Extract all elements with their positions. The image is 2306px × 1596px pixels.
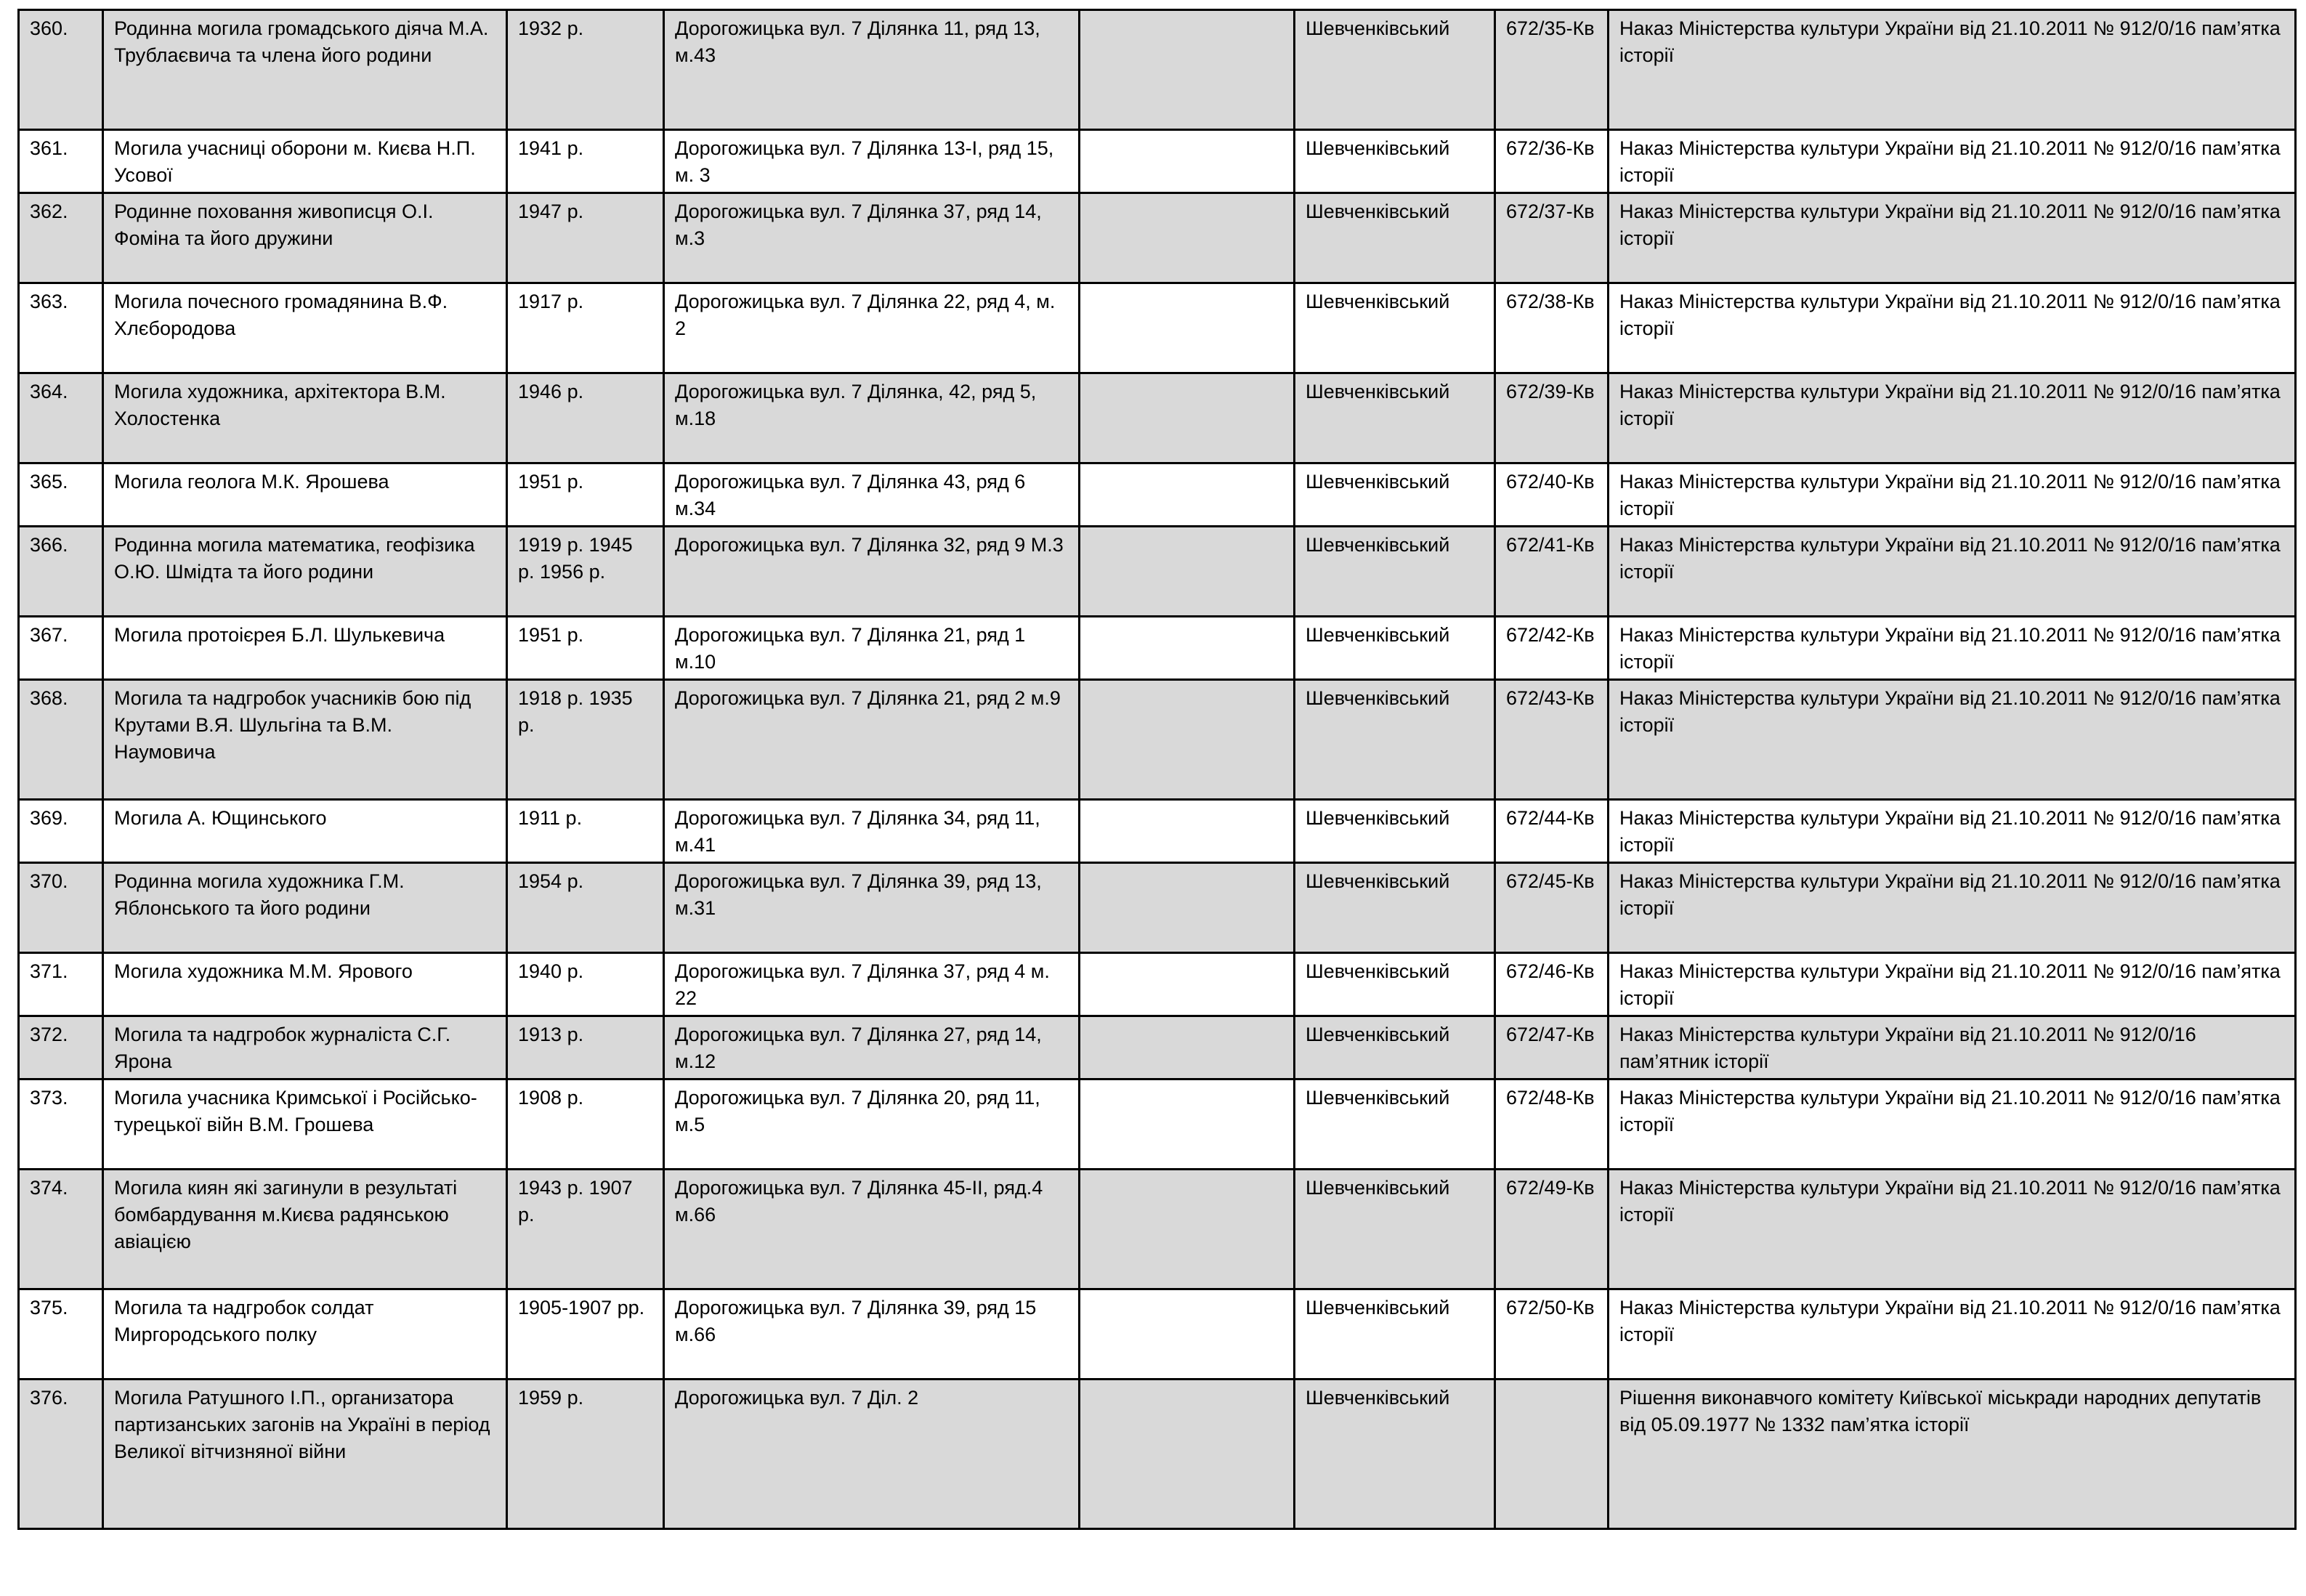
table-row [19,373,2296,463]
cell-date: 1911 р. [507,800,664,863]
cell-number: 364. [19,373,103,463]
cell-address: Дорогожицька вул. 7 Ділянка 22, ряд 4, м. 2 [664,283,1080,373]
cell-number: 376. [19,1380,103,1529]
cell-number: 363. [19,283,103,373]
table-row [19,130,2296,193]
cell-number: 368. [19,680,103,800]
cell-number: 372. [19,1016,103,1079]
cell-number: 369. [19,800,103,863]
table-row [19,193,2296,283]
cell-district: Шевченківський [1295,953,1495,1016]
cell-protection-number: 672/48-Кв [1495,1079,1609,1170]
cell-number: 365. [19,463,103,527]
cell-object-name: Могила А. Ющинського [103,800,507,863]
cell-district: Шевченківський [1295,1079,1495,1170]
cell-empty [1080,373,1295,463]
cell-object-name: Могила геолога М.К. Ярошева [103,463,507,527]
cell-address: Дорогожицька вул. 7 Ділянка 39, ряд 15 м.66 [664,1289,1080,1380]
cell-date: 1913 р. [507,1016,664,1079]
cell-object-name: Могила та надгробок учасників бою під Крутами В.Я. Шульгіна та В.М. Наумовича [103,680,507,800]
cell-number: 374. [19,1170,103,1289]
cell-decree: Наказ Міністерства культури України від 21.10.2011 № 912/0/16 пам’ятка історії [1609,617,2296,680]
cell-district: Шевченківський [1295,10,1495,130]
cell-object-name: Могила та надгробок солдат Миргородського полку [103,1289,507,1380]
cell-address: Дорогожицька вул. 7 Ділянка 39, ряд 13, м.31 [664,863,1080,953]
cell-district: Шевченківський [1295,130,1495,193]
cell-date: 1946 р. [507,373,664,463]
cell-protection-number: 672/44-Кв [1495,800,1609,863]
table-body [19,10,2296,1529]
cell-district: Шевченківський [1295,800,1495,863]
cell-empty [1080,130,1295,193]
cell-date: 1919 р. 1945 р. 1956 р. [507,527,664,617]
table-row [19,1016,2296,1079]
cell-protection-number: 672/38-Кв [1495,283,1609,373]
cell-date: 1943 р. 1907 р. [507,1170,664,1289]
cell-address: Дорогожицька вул. 7 Ділянка 21, ряд 2 м.9 [664,680,1080,800]
table-row [19,1079,2296,1170]
cell-address: Дорогожицька вул. 7 Ділянка 32, ряд 9 М.3 [664,527,1080,617]
cell-number: 362. [19,193,103,283]
table-row [19,463,2296,527]
cell-number: 361. [19,130,103,193]
cell-protection-number [1495,1380,1609,1529]
cell-object-name: Могила учасника Кримської і Російсько-турецької війн В.М. Грошева [103,1079,507,1170]
cell-protection-number: 672/36-Кв [1495,130,1609,193]
cell-address: Дорогожицька вул. 7 Ділянка 34, ряд 11, м.41 [664,800,1080,863]
cell-date: 1908 р. [507,1079,664,1170]
cell-district: Шевченківський [1295,373,1495,463]
cell-district: Шевченківський [1295,863,1495,953]
cell-empty [1080,953,1295,1016]
cell-empty [1080,1079,1295,1170]
cell-number: 366. [19,527,103,617]
cell-object-name: Могила та надгробок журналіста С.Г. Ярона [103,1016,507,1079]
cell-protection-number: 672/40-Кв [1495,463,1609,527]
cell-empty [1080,1170,1295,1289]
cell-protection-number: 672/45-Кв [1495,863,1609,953]
table-row [19,527,2296,617]
cell-decree: Наказ Міністерства культури України від 21.10.2011 № 912/0/16 пам’ятка історії [1609,1079,2296,1170]
cell-address: Дорогожицька вул. 7 Ділянка 37, ряд 4 м. 22 [664,953,1080,1016]
cell-number: 367. [19,617,103,680]
cell-district: Шевченківський [1295,1170,1495,1289]
cell-empty [1080,1380,1295,1529]
cell-district: Шевченківський [1295,617,1495,680]
cell-protection-number: 672/39-Кв [1495,373,1609,463]
cell-object-name: Родинна могила громадського діяча М.А. Трублаєвича та члена його родини [103,10,507,130]
cell-decree: Наказ Міністерства культури України від 21.10.2011 № 912/0/16 пам’ятка історії [1609,1289,2296,1380]
cell-object-name: Родинна могила художника Г.М. Яблонського та його родини [103,863,507,953]
cell-decree: Наказ Міністерства культури України від 21.10.2011 № 912/0/16 пам’ятка історії [1609,283,2296,373]
cell-empty [1080,527,1295,617]
cell-decree: Рішення виконавчого комітету Київської міськради народних депутатів від 05.09.1977 № 1332 пам’ятка історії [1609,1380,2296,1529]
cell-protection-number: 672/46-Кв [1495,953,1609,1016]
cell-date: 1941 р. [507,130,664,193]
cell-address: Дорогожицька вул. 7 Ділянка 27, ряд 14, м.12 [664,1016,1080,1079]
cell-date: 1959 р. [507,1380,664,1529]
cell-number: 371. [19,953,103,1016]
cell-district: Шевченківський [1295,527,1495,617]
cell-object-name: Могила почесного громадянина В.Ф. Хлєбородова [103,283,507,373]
table-row [19,1289,2296,1380]
cell-date: 1954 р. [507,863,664,953]
cell-decree: Наказ Міністерства культури України від 21.10.2011 № 912/0/16 пам’ятка історії [1609,800,2296,863]
cell-decree: Наказ Міністерства культури України від 21.10.2011 № 912/0/16 пам’ятка історії [1609,373,2296,463]
cell-address: Дорогожицька вул. 7 Ділянка, 42, ряд 5, м.18 [664,373,1080,463]
cell-address: Дорогожицька вул. 7 Діл. 2 [664,1380,1080,1529]
table-row [19,617,2296,680]
cell-date: 1932 р. [507,10,664,130]
cell-number: 375. [19,1289,103,1380]
cell-protection-number: 672/41-Кв [1495,527,1609,617]
cell-number: 370. [19,863,103,953]
cell-protection-number: 672/47-Кв [1495,1016,1609,1079]
cell-empty [1080,1016,1295,1079]
monuments-table [17,9,2297,1530]
cell-date: 1918 р. 1935 р. [507,680,664,800]
cell-protection-number: 672/35-Кв [1495,10,1609,130]
cell-empty [1080,863,1295,953]
cell-date: 1940 р. [507,953,664,1016]
cell-date: 1905-1907 рр. [507,1289,664,1380]
cell-address: Дорогожицька вул. 7 Ділянка 20, ряд 11, м.5 [664,1079,1080,1170]
cell-district: Шевченківський [1295,193,1495,283]
cell-decree: Наказ Міністерства культури України від 21.10.2011 № 912/0/16 пам’ятка історії [1609,193,2296,283]
cell-object-name: Родинне поховання живописця О.І. Фоміна та його дружини [103,193,507,283]
cell-empty [1080,463,1295,527]
cell-district: Шевченківський [1295,1016,1495,1079]
cell-object-name: Могила протоієрея Б.Л. Шулькевича [103,617,507,680]
cell-decree: Наказ Міністерства культури України від 21.10.2011 № 912/0/16 пам’ятка історії [1609,527,2296,617]
cell-address: Дорогожицька вул. 7 Ділянка 13-І, ряд 15, м. 3 [664,130,1080,193]
table-row [19,10,2296,130]
cell-protection-number: 672/49-Кв [1495,1170,1609,1289]
cell-object-name: Могила учасниці оборони м. Києва Н.П. Усової [103,130,507,193]
cell-address: Дорогожицька вул. 7 Ділянка 43, ряд 6 м.34 [664,463,1080,527]
cell-address: Дорогожицька вул. 7 Ділянка 21, ряд 1 м.10 [664,617,1080,680]
cell-number: 373. [19,1079,103,1170]
cell-date: 1951 р. [507,617,664,680]
cell-decree: Наказ Міністерства культури України від 21.10.2011 № 912/0/16 пам’ятка історії [1609,10,2296,130]
cell-empty [1080,800,1295,863]
cell-empty [1080,617,1295,680]
cell-decree: Наказ Міністерства культури України від 21.10.2011 № 912/0/16 пам’ятка історії [1609,680,2296,800]
cell-date: 1947 р. [507,193,664,283]
cell-protection-number: 672/50-Кв [1495,1289,1609,1380]
cell-protection-number: 672/42-Кв [1495,617,1609,680]
cell-object-name: Могила Ратушного І.П., организатора партизанських загонів на Україні в період Великої вітчизняної війни [103,1380,507,1529]
cell-address: Дорогожицька вул. 7 Ділянка 11, ряд 13, м.43 [664,10,1080,130]
cell-decree: Наказ Міністерства культури України від 21.10.2011 № 912/0/16 пам’ятка історії [1609,130,2296,193]
table-row [19,800,2296,863]
cell-object-name: Могила киян які загинули в результаті бомбардування м.Києва радянською авіацією [103,1170,507,1289]
cell-decree: Наказ Міністерства культури України від 21.10.2011 № 912/0/16 пам’ятка історії [1609,863,2296,953]
table-row [19,953,2296,1016]
cell-address: Дорогожицька вул. 7 Ділянка 45-ІІ, ряд.4 м.66 [664,1170,1080,1289]
cell-decree: Наказ Міністерства культури України від 21.10.2011 № 912/0/16 пам’ятка історії [1609,1170,2296,1289]
cell-object-name: Могила художника М.М. Ярового [103,953,507,1016]
table-row [19,283,2296,373]
cell-district: Шевченківський [1295,1380,1495,1529]
cell-object-name: Могила художника, архітектора В.М. Холостенка [103,373,507,463]
cell-district: Шевченківський [1295,463,1495,527]
cell-empty [1080,283,1295,373]
cell-empty [1080,193,1295,283]
cell-decree: Наказ Міністерства культури України від 21.10.2011 № 912/0/16 пам’ятка історії [1609,953,2296,1016]
cell-object-name: Родинна могила математика, геофізика О.Ю. Шмідта та його родини [103,527,507,617]
table-row [19,1380,2296,1529]
cell-protection-number: 672/37-Кв [1495,193,1609,283]
table-row [19,863,2296,953]
cell-decree: Наказ Міністерства культури України від 21.10.2011 № 912/0/16 пам’ятник історії [1609,1016,2296,1079]
cell-decree: Наказ Міністерства культури України від 21.10.2011 № 912/0/16 пам’ятка історії [1609,463,2296,527]
table-row [19,1170,2296,1289]
cell-district: Шевченківський [1295,283,1495,373]
cell-number: 360. [19,10,103,130]
cell-address: Дорогожицька вул. 7 Ділянка 37, ряд 14, м.3 [664,193,1080,283]
cell-date: 1917 р. [507,283,664,373]
cell-district: Шевченківський [1295,680,1495,800]
table-row [19,680,2296,800]
cell-empty [1080,680,1295,800]
cell-empty [1080,1289,1295,1380]
cell-district: Шевченківський [1295,1289,1495,1380]
cell-date: 1951 р. [507,463,664,527]
cell-protection-number: 672/43-Кв [1495,680,1609,800]
cell-empty [1080,10,1295,130]
